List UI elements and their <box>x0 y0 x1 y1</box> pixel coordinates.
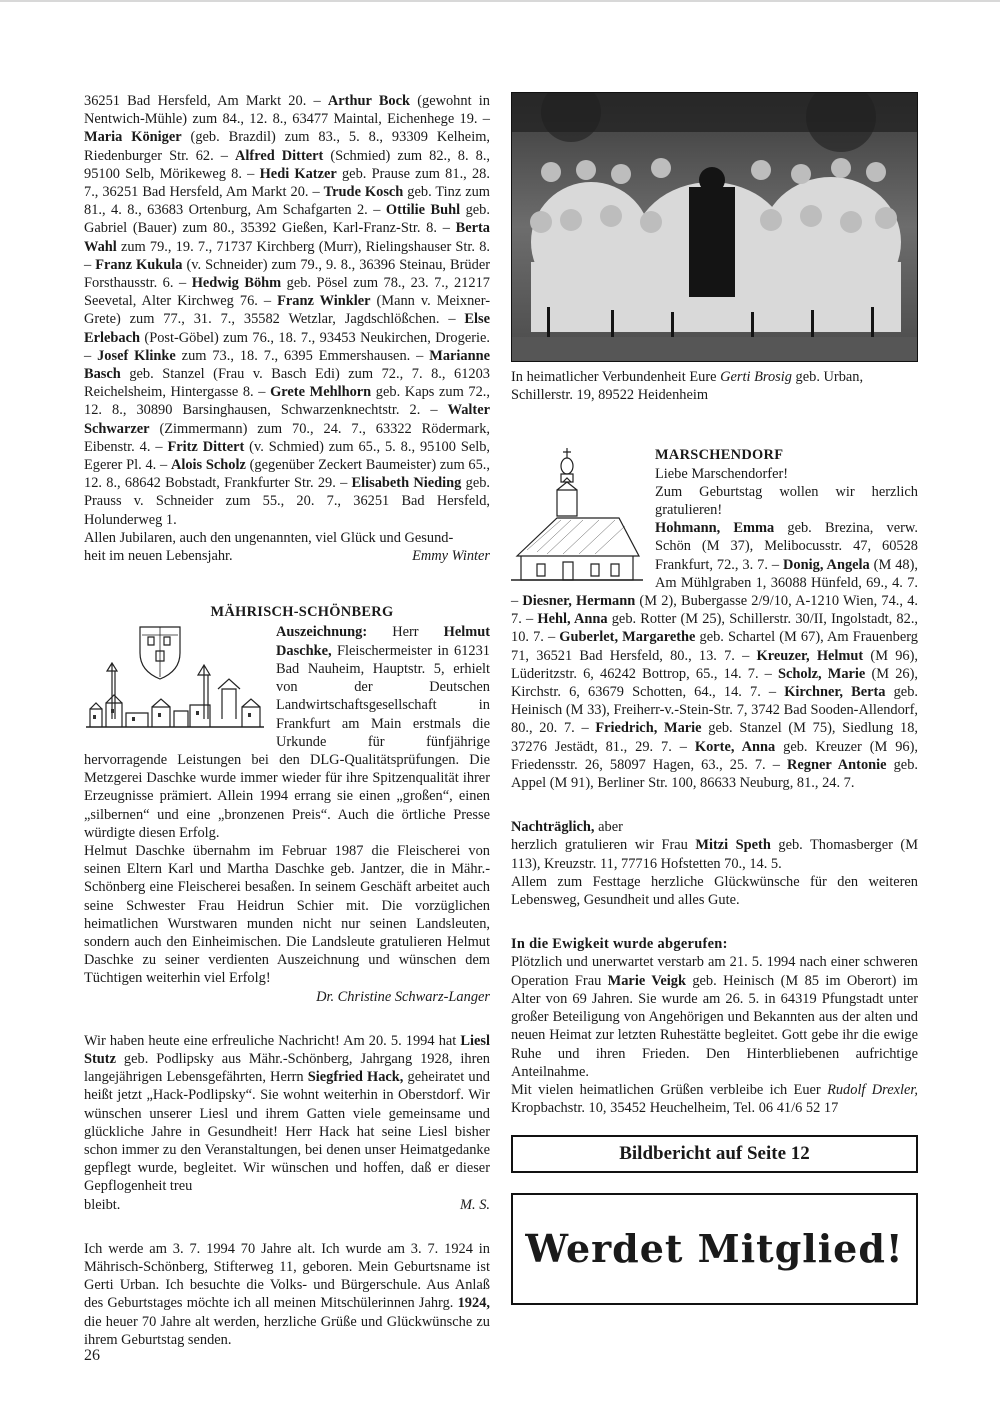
top-rule <box>0 0 1000 2</box>
obituary-text: Plötzlich und unerwartet verstarb am 21. 5. 1994 nach einer schweren Operation Frau Marie Veigk geb. Heinisch (M 85 im Oberort) im Alter von 69 Jahren. Sie wurde am 26. 5. in 64319 Pfungstadt unter großer Beteiligung von Angehörigen und Bekannten aus der alten und neuen Heimat zur letzten Ruhestätte begleitet. Gott gebe ihr die ewige Ruhe und ihren Frieden. Den Hinterbliebenen aufrichtige Anteilnahme. <box>511 954 918 1080</box>
wedding-signature: M. S. <box>460 1196 490 1213</box>
belated-wishes: herzlich gratulieren wir Frau Mitzi Speth geb. Thomasberger (M 113), Kreuzstr. 11, 77716 Hofstetten 70., 14. 5. <box>511 837 918 872</box>
marschendorf-section <box>511 446 918 792</box>
closing-wish-end: heit im neuen Lebensjahr. <box>84 548 233 565</box>
award-signature: Dr. Christine Schwarz-Langer <box>316 988 490 1005</box>
left-column <box>84 92 490 1349</box>
photo-report-box <box>511 1135 918 1173</box>
wedding-article: Wir haben heute eine erfreuliche Nachricht! Am 20. 5. 1994 hat Liesl Stutz geb. Podlipsky aus Mähr.-Schönberg, Jahrgang 1928, ihren langejährigen Lebensgefährten, Herrn Siegfried Hack, geheiratet und heißt jetzt „Hack-Podlipsky“. Sie wohnt weiterhin in Oberstdorf. Wir wünschen unserer Liesl und ihrem Gatten viele gemeinsame und glückliche Jahre in Gesundheit! Herr Hack hat seine Liesl bisher schon immer zu den Veranstaltungen, bei denen unser Heimatgedanke gepflegt wurde, begleitet. Wir wünschen und hoffen, daß er dieser Gepflogenheit treu bleibt. M. S. <box>84 1032 490 1213</box>
section-title-marschendorf: MARSCHENDORF <box>655 447 784 464</box>
membership-slogan: Werdet Mitglied! <box>525 1226 904 1272</box>
obituary-sender: Mit vielen heimatlichen Grüßen verbleibe ich Euer Rudolf Drexler, Kropbachstr. 10, 35452 Heuchelheim, Tel. 06 41/6 52 17 <box>511 1081 918 1117</box>
award-article: Auszeichnung: Herr Helmut Daschke, Fleischermeister in 61231 Bad Nauheim, Hauptstr. 5, erhielt von der Deutschen Landwirtschaftsgesellschaft in Frankfurt am Main erstmals die Urkunde für fünfjährige hervorragende Leistungen bei den DLG-Qualitätsprüfungen. Die Metzgerei Daschke wurde immer wieder für ihre Spitzenqualität ihrer Erzeugnisse prämiert. Allein 1994 errang sie einen „großen“, einen „silbernen“ und eine „bronzenen Preis“. Auch die örtliche Presse würdigte diesen Erfolg. Helmut Daschke übernahm im Februar 1987 die Fleischerei von seinen Eltern Karl und Martha Daschke geb. Jantzer, die in Mähr.-Schönberg eine Fleischerei besaßen. In seinem Geschäft arbeitet auch seine Schwester Frau Heidrun Schier mit. Die vorzüglichen heimatlichen Wurstwaren munden nicht nur seinen Landsleuten, sondern auch den Einheimischen. Die Landsleute gratulieren Helmut Daschke zu seiner verdienten Auszeichnung und wünschen dem Tüchtigen weiterhin viel Erfolg! Dr. Christine Schwarz-Langer <box>84 624 490 1005</box>
wedding-last-line: bleibt. <box>84 1196 121 1213</box>
town-vignette-image <box>82 623 268 735</box>
belated-closing: Allem zum Festtage herzliche Glückwünsche für den weiteren Lebensweg, Gesundheit und alles Gute. <box>511 873 918 909</box>
obituary-title: In die Ewigkeit wurde abgerufen: <box>511 936 728 953</box>
marschendorf-birthday-list: Hohmann, Emma geb. Brezina, verw. Schön (M 37), Melibocusstr. 47, 60528 Frankfurt, 72., 3. 7. – Donig, Angela (M 48), Am Mühlgraben 1, 36088 Hünfeld, 69., 4. 7. – Diesner, Hermann (M 2), Bubergasse 2/9/10, A-1210 Wien, 74., 4. 7. – Hehl, Anna geb. Rotter (M 25), Schillerstr. 30/II, Ingolstadt, 82., 10. 7. – Guberlet, Margarethe geb. Schartel (M 67), Am Frauenberg 71, 36521 Bad Hersfeld, 80., 13. 7. – Kreuzer, Helmut (M 96), Lüderitzstr. 6, 46242 Bottrop, 65., 14. 7. – Scholz, Marie (M 26), Kirchstr. 6, 63679 Schotten, 64., 14. 7. – Kirchner, Berta geb. Heinisch (M 33), Freiherr-v.-Stein-Str. 7, 3742 Bad Sooden-Allendorf, 80., 20. 7. – Friedrich, Marie geb. Stanzel (M 75), Siedlung 18, 37276 Jestädt, 81., 29. 7. – Korte, Anna geb. Kreuzer (M 96), Friedensstr. 26, 58097 Hagen, 63., 25. 7. – Regner Antonie geb. Appel (M 91), Berliner Str. 100, 86633 Neuburg, 81., 24. 7. <box>511 520 919 792</box>
urban-birthday-article: Ich werde am 3. 7. 1994 70 Jahre alt. Ich wurde am 3. 7. 1924 in Mährisch-Schönberg, Stifterweg 11, geboren. Mein Geburtsname ist Gerti Urban. Ich besuchte die Volks- und Bürgerschule. Aus Anlaß des Geburtstages möchte ich all meinen Mitschülerinnen Jahrg. 1924, die heuer 70 Jahre alt werden, herzliche Grüße und Glückwünsche zu ihrem Geburtstag senden. <box>84 1240 490 1348</box>
church-vignette-image <box>507 446 647 586</box>
right-column <box>511 92 918 1305</box>
birthday-list: 36251 Bad Hersfeld, Am Markt 20. – Arthur Bock (gewohnt in Nentwich-Mühle) zum 84., 12. 8., 63477 Maintal, Eichenhege 19. – Maria Königer (geb. Brazdil) zum 83., 5. 8., 93309 Kelheim, Riedenburger Str. 62. – Alfred Dittert (Schmied) zum 82., 8. 8., 95100 Selb, Mörikeweg 8. – Hedi Katzer geb. Prause zum 81., 28. 7., 36251 Bad Hersfeld, Am Markt 20. – Trude Kosch geb. Tinz zum 81., 4. 8., 63683 Ortenburg, Am Schafgarten 2. – Ottilie Buhl geb. Gabriel (Bauer) zum 80., 35392 Gießen, Karl-Franz-Str. 8. – Berta Wahl zum 79., 19. 7., 71737 Kirchberg (Murr), Rielingshauser Str. 8. – Franz Kukula (v. Schneider) zum 79., 9. 8., 36396 Steinau, Brüder Forsthausstr. 6. – Hedwig Böhm geb. Pösel zum 78., 23. 7., 21217 Seevetal, Alter Kirchweg 76. – Franz Winkler (Mann v. Meixner-Grete) zum 77., 31. 7., 35582 Wetzlar, Jagdschlößchen. – Else Erlebach (Post-Göbel) zum 76., 18. 7., 93453 Neukirchen, Drogerie. – Josef Klinke zum 73., 18. 7., 6395 Emmershausen. – Marianne Basch geb. Stanzel (Frau v. Basch Edi) zum 72., 7. 8., 61203 Reichelsheim, Hintergasse 8. – Grete Mehlhorn geb. Kaps zum 72., 12. 8., 30890 Barsinghausen, Schwarzenknechtstr. 2. – Walter Schwarzer (Zimmermann) zum 70., 24. 7., 63322 Rödermark, Eibenstr. 4. – Fritz Dittert (v. Schmied) zum 65., 5. 8., 95100 Selb, Egerer Pl. 4. – Alois Scholz (gegenüber Zeckert Baumeister) zum 65., 12. 8., 68642 Bobstadt, Frankfurter Str. 29. – Elisabeth Nieding geb. Prauss v. Schneider zum 55., 20. 7., 36251 Bad Hersfeld, Holunderweg 1. <box>84 93 491 528</box>
closing-wish-last <box>84 547 490 565</box>
page-number: 26 <box>84 1347 100 1364</box>
closing-wish: Allen Jubilaren, auch den ungenannten, viel Glück und Gesund- <box>84 529 454 546</box>
obituary-section <box>511 935 918 1117</box>
marschendorf-intro: Zum Geburtstag wollen wir herzlich gratulieren! <box>655 483 918 519</box>
author-signature: Emmy Winter <box>412 548 490 565</box>
belated-title: Nachträglich, <box>511 819 595 836</box>
membership-box <box>511 1193 918 1305</box>
belated-section: Nachträglich, aber herzlich gratulieren wir Frau Mitzi Speth geb. Thomasberger (M 113), Kreuzstr. 11, 77716 Hofstetten 70., 14. 5. Allem zum Festtage herzliche Glückwünsche für den weiteren Lebensweg, Gesundheit und alles Gute. <box>511 819 918 909</box>
section-title-maehrisch-schoenberg: MÄHRISCH-SCHÖNBERG <box>210 604 394 621</box>
award-paragraph-2: Helmut Daschke übernahm im Februar 1987 die Fleischerei von seinen Eltern Karl und Martha Daschke geb. Jantzer, die in Mähr.-Schönberg eine Fleischerei besaßen. In seinem Geschäft arbeitet auch seine Schwester Frau Heidrun Schier mit. Die vorzüglichen heimatlichen Wurstwaren munden nicht nur seinen Landsleuten, sondern auch den Einheimischen. Die Landsleute gratulieren Helmut Daschke zu seiner verdienten Auszeichnung und wünschen dem Tüchtigen weiterhin viel Erfolg! <box>84 842 490 987</box>
award-label: Auszeichnung: <box>276 624 368 641</box>
photo-report-label: Bildbericht auf Seite 12 <box>619 1143 810 1165</box>
marschendorf-greeting: Liebe Marschendorfer! <box>655 465 789 482</box>
photo-caption: In heimatlicher Verbundenheit Eure Gerti Brosig geb. Urban, Schillerstr. 19, 89522 Heidenheim <box>511 369 864 404</box>
communion-group-photo <box>511 92 918 362</box>
